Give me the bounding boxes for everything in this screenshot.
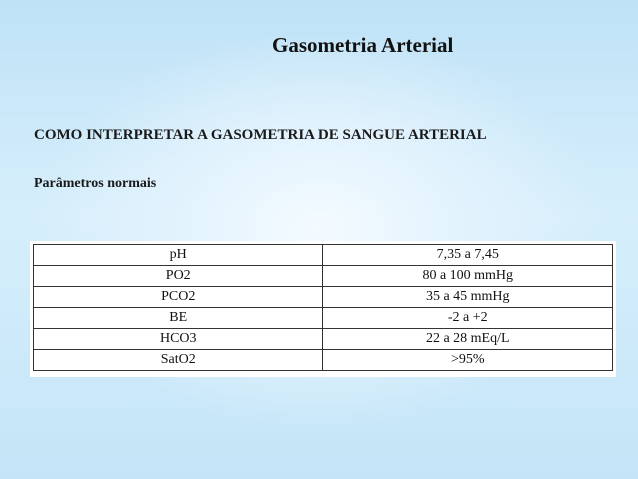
parameter-cell: BE xyxy=(34,308,323,329)
value-cell: 7,35 a 7,45 xyxy=(323,245,613,266)
table-row xyxy=(34,245,613,266)
parameter-cell: PCO2 xyxy=(34,287,323,308)
parameter-cell: PO2 xyxy=(34,266,323,287)
parameter-cell: SatO2 xyxy=(34,350,323,371)
section-label: Parâmetros normais xyxy=(34,176,157,191)
value-cell: 35 a 45 mmHg xyxy=(323,287,613,308)
parameter-cell: HCO3 xyxy=(34,329,323,350)
parameters-table xyxy=(33,244,613,371)
table-row xyxy=(34,266,613,287)
table-row xyxy=(34,329,613,350)
value-cell: >95% xyxy=(323,350,613,371)
slide-subtitle: COMO INTERPRETAR A GASOMETRIA DE SANGUE ARTERIAL xyxy=(34,127,487,143)
parameter-cell: pH xyxy=(34,245,323,266)
slide-title: Gasometria Arterial xyxy=(272,33,454,57)
value-cell: 80 a 100 mmHg xyxy=(323,266,613,287)
table-row xyxy=(34,308,613,329)
value-cell: -2 a +2 xyxy=(323,308,613,329)
table-row xyxy=(34,350,613,371)
value-cell: 22 a 28 mEq/L xyxy=(323,329,613,350)
table-row xyxy=(34,287,613,308)
parameters-table-container xyxy=(30,241,616,377)
